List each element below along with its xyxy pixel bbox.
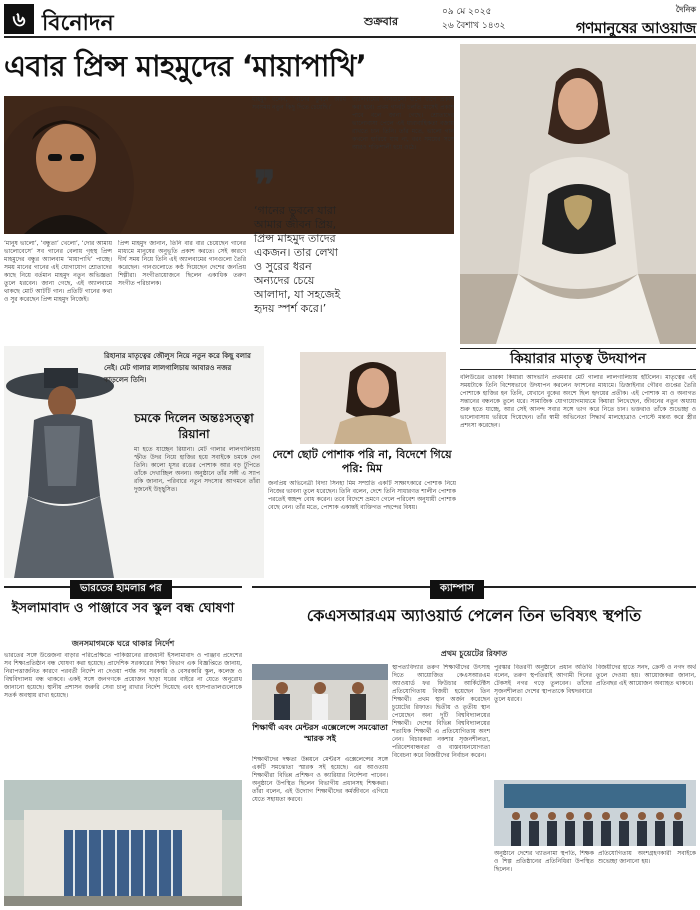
rihanna-headline: চমকে দিলেন অন্তঃসত্ত্বা রিয়ানা bbox=[134, 411, 254, 441]
islamabad-body: ভারতের সঙ্গে উত্তেজনা বাড়ার পরিপ্রেক্ষিতে পাকিস্তানের রাজধানী ইসলামাবাদ ও পাঞ্জাব প্রদেশের সব শিক্ষাপ্রতিষ্ঠান বন্ধ ঘোষণা করা হয়েছে। প্রাদেশিক সরকারের শিক্ষা বিভাগ এক বিজ্ঞপ্তিতে জানায়, নিরাপত্তাজনিত কারণে পরবর্তী নির্দেশ না দেওয়া পর্যন্ত সব সরকারি ও বেসরকারি স্কুল, কলেজ ও বিশ্ববিদ্যালয় বন্ধ থাকবে। একই সঙ্গে জনগণকে প্রয়োজন ছাড়া ঘরের বাইরে না যেতে অনুরোধ জানানো হয়েছে। স্থানীয় প্রশাসন জরুরি সেবা চালু রাখার নির্দেশ দিয়েছে এবং হাসপাতালগুলোকে সতর্ক অবস্থায় রাখা হয়েছে। bbox=[4, 652, 242, 699]
campus-tag: ক্যাম্পাস bbox=[430, 580, 484, 599]
date-block bbox=[442, 5, 505, 33]
lead-body-col2: প্রিন্স মাহমুদ জানান, তিনি বার বার চেয়েছেন গানের মাধ্যমে মানুষের অনুভূতি প্রকাশ করতে। সেই কারণে দীর্ঘ সময় নিয়ে তিনি এই অ্যালবামের গানগুলো তৈরি করেছেন। গানগুলোতে কণ্ঠ দিয়েছেন দেশের জনপ্রিয় শিল্পীরা। সংগীতায়োজনে ছিলেন একাধিক তরুণ সংগীত পরিচালক। bbox=[118, 240, 246, 287]
quote-mark-icon: ❞ bbox=[254, 162, 276, 209]
masthead bbox=[530, 4, 696, 36]
mou-body: শিক্ষার্থীদের দক্ষতা উন্নয়নে মেন্টরস এক্সেলেন্সের সঙ্গে একটি সমঝোতা স্মারক সই হয়েছে। এর আওতায় শিক্ষার্থীরা বিভিন্ন প্রশিক্ষণ ও ক্যারিয়ার নির্দেশনা পাবেন। অনুষ্ঠানে উপস্থিত ছিলেন বিভাগীয় প্রধানসহ শিক্ষকরা। তাঁরা বলেন, এই উদ্যোগ শিক্ষার্থীদের কর্মজীবনে এগিয়ে যেতে সহায়তা করবে। bbox=[252, 756, 388, 803]
islamabad-tag: ভারতের হামলার পর bbox=[70, 580, 172, 599]
page-header bbox=[4, 4, 696, 38]
rihanna-caption: রিহানার মাতৃত্বের জৌলুস নিয়ে নতুন করে কিছু বলার নেই। মেট গালার লালগালিচায় আবারও নজর কাড়লেন তিনি। bbox=[104, 352, 251, 384]
masthead-top: দৈনিক bbox=[675, 5, 696, 14]
school-photo bbox=[4, 780, 242, 906]
kiara-body: বলিউডের তারকা কিয়ারা আদভানি প্রথমবার মেট গালার লালগালিচায় হাঁটলেন। মাতৃত্বের এই সময়টাকে তিনি বিশেষভাবে উদযাপন করলেন ফ্যাশনের মাধ্যমে। ডিজাইনার গৌরব গুপ্তের তৈরি পোশাকে হাজির হন তিনি, যেখানে বুকের অংশে ছিল হৃদয়ের প্রতীক। এই পোশাক মা ও অনাগত সন্তানের বন্ধনকে তুলে ধরে। সামাজিক যোগাযোগমাধ্যমে কিয়ারা লিখেছেন, জীবনের নতুন অধ্যায় শুরু হতে যাচ্ছে, আর সেই আনন্দ সবার সঙ্গে ভাগ করে নিতে চান। ভক্তরাও তাঁকে শুভেচ্ছা ও ভালোবাসায় ভরিয়ে দিয়েছেন। তাঁর স্বামী অভিনেতা সিদ্ধার্থ মালহোত্রাও পোস্টে মন্তব্য করে স্ত্রীর প্রশংসা করেছেন। bbox=[460, 374, 696, 429]
campus-body-col5: অনুষ্ঠানে দেশের খ্যাতনামা স্থপতি, শিক্ষক ও শিল্প প্রতিষ্ঠানের প্রতিনিধিরা উপস্থিত ছিলেন। bbox=[494, 850, 594, 873]
lead-body-col1: ‘মানুষ ভালো’, ‘বন্ধুতা’ খেলো’, ‘দোর আমায় ভালোবেসে’ সব গানের বেলায় গৃহস্থ প্রিন্স মাহমুদের বন্ধুর অ্যালবাম ‘মায়াপাখি’ পাচ্ছে। সময় মানের গানের এই যোগাযোগ শ্রোতাদের কাছে নিয়ে বর্তমান মাহমুদ নতুন অভিজ্ঞতা তুলে ধরবেন। জানা গেছে, এই অ্যালবামে থাকছে মোট আটটি গান। প্রতিটি গানের কথা ও সুর করেছেন প্রিন্স মাহমুদ নিজেই। bbox=[4, 240, 112, 303]
date-bn: ২৬ বৈশাখ ১৪৩২ bbox=[442, 21, 506, 31]
pull-quote-text: ‘গানের ভুবনে যারা আমার জীবন প্রিয়, প্রিন্স মাহমুদ তাদের একজন। তার লেখা ও সুরের ধরন অন্যদের চেয়ে আলাদা, যা সহজেই হৃদয় স্পর্শ করে।’ bbox=[254, 204, 341, 315]
campus-body-col4: বিজয়ীদের হাতে সনদ, ক্রেস্ট ও নগদ অর্থ তুলে দেওয়া হয়। আয়োজকরা জানান, প্রতিবছর এই আয়োজন অব্যাহত থাকবে। bbox=[596, 664, 696, 687]
pull-quote bbox=[254, 162, 346, 338]
mim-photo bbox=[300, 352, 446, 444]
masthead-title: গণমানুষের আওয়াজ bbox=[575, 19, 696, 37]
campus-subhead: প্রথম চুয়েটের রিফাত bbox=[440, 649, 508, 658]
mim-headline: দেশে ছোট পোশাক পরি না, বিদেশে গিয়ে পরি: মিম bbox=[272, 448, 452, 475]
date-en: ০৯ মে ২০২৫ bbox=[442, 7, 492, 17]
campus-body-col3: পুরস্কার বিতরণী অনুষ্ঠানে প্রধান অতিথি বলেন, তরুণ স্থপতিরাই আগামী দিনের টেকসই নগর গড়ে তুলবেন। তাঁদের সৃজনশীলতা দেশের স্থাপত্যকে বিশ্বদরবারে তুলে ধরবে। bbox=[494, 664, 592, 703]
section-title: বিনোদন bbox=[42, 11, 114, 36]
campus-body-col2: স্থাপত্যবিদ্যার তরুণ শিক্ষার্থীদের উৎসাহ দিতে আয়োজিত কেএসআরএম অ্যাওয়ার্ড ফর ফিউচার আর্কিটেক্টস প্রতিযোগিতায় বিজয়ী হয়েছেন তিন শিক্ষার্থী। প্রথম স্থান অর্জন করেছেন চুয়েটের রিফাত। দ্বিতীয় ও তৃতীয় স্থান পেয়েছেন অন্য দুটি বিশ্ববিদ্যালয়ের শিক্ষার্থী। দেশের বিভিন্ন বিশ্ববিদ্যালয়ের শতাধিক শিক্ষার্থী এ প্রতিযোগিতায় অংশ নেন। বিচারকরা নকশার সৃজনশীলতা, পরিবেশবান্ধবতা ও বাস্তবায়নযোগ্যতা বিবেচনা করে বিজয়ীদের নির্বাচন করেন। bbox=[392, 664, 490, 759]
page-number: ৬ bbox=[4, 4, 34, 34]
islamabad-subhead: জনসমাগমকে ঘরে থাকার নির্দেশ bbox=[71, 639, 175, 648]
campus-body-col6: প্রতিযোগিতায় অংশগ্রহণকারী সবাইকে শুভেচ্ছা জানানো হয়। bbox=[598, 850, 696, 865]
lead-headline: এবার প্রিন্স মাহমুদের ‘মায়াপাখি’ bbox=[4, 49, 367, 83]
lead-body-intro: মাহমুদ বলেন, ‘গানের ভুবনে আমি সবসময় নতুন কিছু দিতে চেয়েছি।’ bbox=[252, 96, 346, 111]
campus-headline: কেএসআরএম অ্যাওয়ার্ড পেলেন তিন ভবিষ্যৎ স্থপতি bbox=[306, 606, 642, 625]
mou-photo bbox=[252, 664, 388, 720]
day-label: শুক্রবার bbox=[364, 15, 399, 28]
kiara-headline: কিয়ারার মাতৃত্ব উদযাপন bbox=[460, 348, 696, 370]
lead-body-col4: অ্যালবামের গানগুলো ধাপে ধাপে প্রকাশ করা হবে। প্রথম গানটি চলতি মাসেই প্রকাশ পাবে বলে জানা গেছে। শ্রোতাদের ভালোবাসা পেলে এই ধারাবাহিকতা বজায় রাখতে চান তিনি। তাঁর মতে, ভালো গান কখনো হারিয়ে যায় না, বরং সময়ের সঙ্গে আরও শক্তিশালী হয়ে ওঠে। bbox=[352, 96, 454, 151]
mou-headline: শিক্ষার্থী এবং মেন্টরস এক্সেলেন্সে সমঝোতা স্মারক সই bbox=[252, 723, 388, 743]
mim-body: জনপ্রিয় অভিনেত্রী বিদ্যা সিনহা মিম সম্প্রতি একটি সাক্ষাৎকারে পোশাক নিয়ে নিজের ভাবনা তুলে ধরেছেন। তিনি বলেন, দেশে তিনি সাধারণত শালীন পোশাক পরতেই স্বচ্ছন্দ বোধ করেন। তবে বিদেশে ভ্রমণে গেলে পরিবেশ অনুযায়ী পোশাক বেছে নেন। তাঁর মতে, পোশাক একান্তই ব্যক্তিগত পছন্দের বিষয়। bbox=[268, 480, 456, 511]
rihanna-body: মা হতে যাচ্ছেন রিয়ানা। মেট গালার লালগালিচায় স্ফীত উদর নিয়ে হাজির হয়ে সবাইকে চমকে দেন তিনি। কালো ধূসর রঙের পোশাক আর বড় টুপিতে তাঁকে দেখাচ্ছিল অনন্য। অনুষ্ঠানে তাঁর সঙ্গী এ স্যাপ রকি জানান, পরিবারে নতুন সদস্যের আগমনে তাঁরা দুজনেই উচ্ছ্বসিত। bbox=[134, 446, 260, 493]
kiara-photo bbox=[460, 44, 696, 344]
islamabad-headline: ইসলামাবাদ ও পাঞ্জাবে সব স্কুল বন্ধ ঘোষণা bbox=[11, 601, 235, 616]
award-photo bbox=[494, 780, 696, 846]
